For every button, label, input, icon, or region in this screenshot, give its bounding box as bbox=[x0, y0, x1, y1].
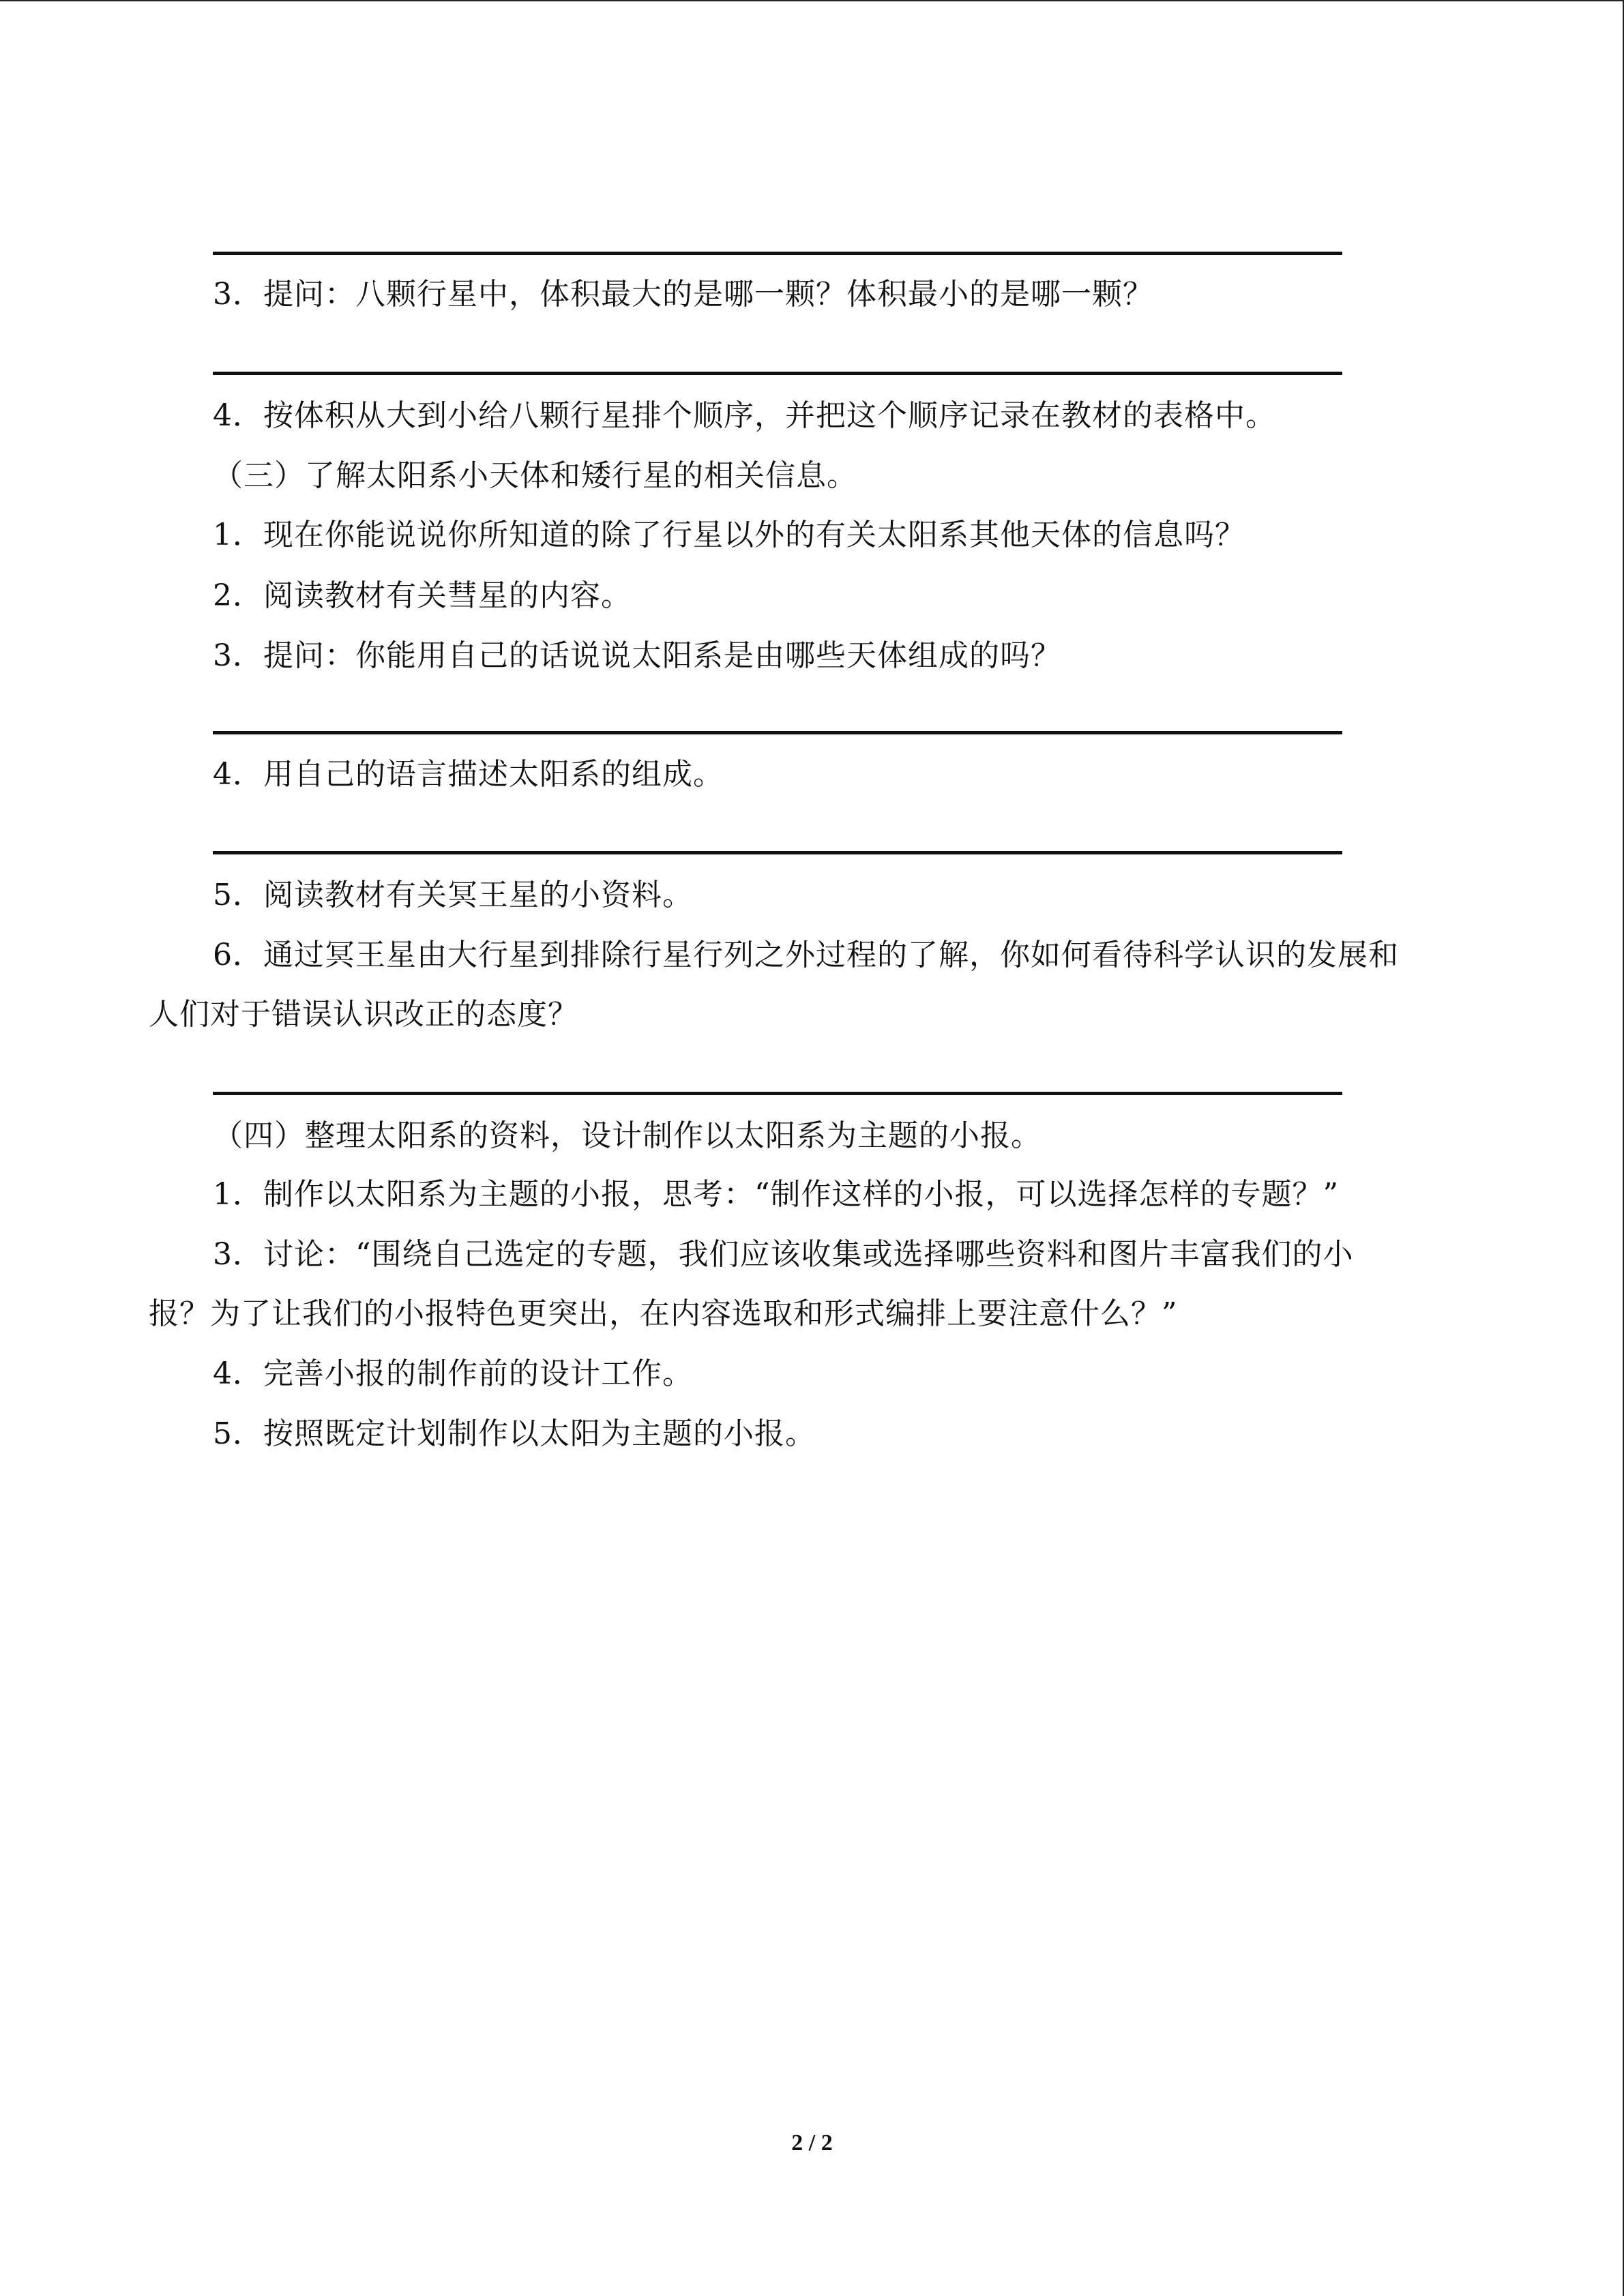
question-line: 3．提问：八颗行星中，体积最大的是哪一颗？体积最小的是哪一颗？ bbox=[213, 277, 1153, 312]
page-number: 2 / 2 bbox=[791, 2130, 833, 2156]
answer-line bbox=[213, 252, 1342, 255]
answer-line bbox=[213, 1092, 1342, 1095]
question-line: 6．通过冥王星由大行星到排除行星行列之外过程的了解，你如何看待科学认识的发展和 bbox=[213, 938, 1399, 972]
question-line: 3．讨论：“围绕自己选定的专题，我们应该收集或选择哪些资料和图片丰富我们的小 bbox=[213, 1237, 1354, 1272]
instruction-line: 2．阅读教材有关彗星的内容。 bbox=[213, 578, 632, 613]
answer-line bbox=[213, 731, 1342, 734]
instruction-line: 1．现在你能说说你所知道的除了行星以外的有关太阳系其他天体的信息吗？ bbox=[213, 518, 1245, 552]
section-heading: （四）整理太阳系的资料，设计制作以太阳系为主题的小报。 bbox=[213, 1118, 1042, 1153]
question-line-continued: 报？为了让我们的小报特色更突出，在内容选取和形式编排上要注意什么？” bbox=[149, 1296, 1178, 1331]
question-line-continued: 人们对于错误认识改正的态度？ bbox=[149, 997, 578, 1032]
answer-line bbox=[213, 851, 1342, 854]
instruction-line: 4．完善小报的制作前的设计工作。 bbox=[213, 1356, 693, 1391]
instruction-line: 5．按照既定计划制作以太阳为主题的小报。 bbox=[213, 1416, 816, 1451]
instruction-line: 4．用自己的语言描述太阳系的组成。 bbox=[213, 757, 724, 792]
instruction-line: 4．按体积从大到小给八颗行星排个顺序，并把这个顺序记录在教材的表格中。 bbox=[213, 398, 1276, 433]
answer-line bbox=[213, 372, 1342, 375]
instruction-line: 5．阅读教材有关冥王星的小资料。 bbox=[213, 878, 693, 912]
question-line: 3．提问：你能用自己的话说说太阳系是由哪些天体组成的吗？ bbox=[213, 638, 1061, 673]
instruction-line: 1．制作以太阳系为主题的小报，思考：“制作这样的小报，可以选择怎样的专题？” bbox=[213, 1177, 1339, 1212]
section-heading: （三）了解太阳系小天体和矮行星的相关信息。 bbox=[213, 458, 857, 493]
